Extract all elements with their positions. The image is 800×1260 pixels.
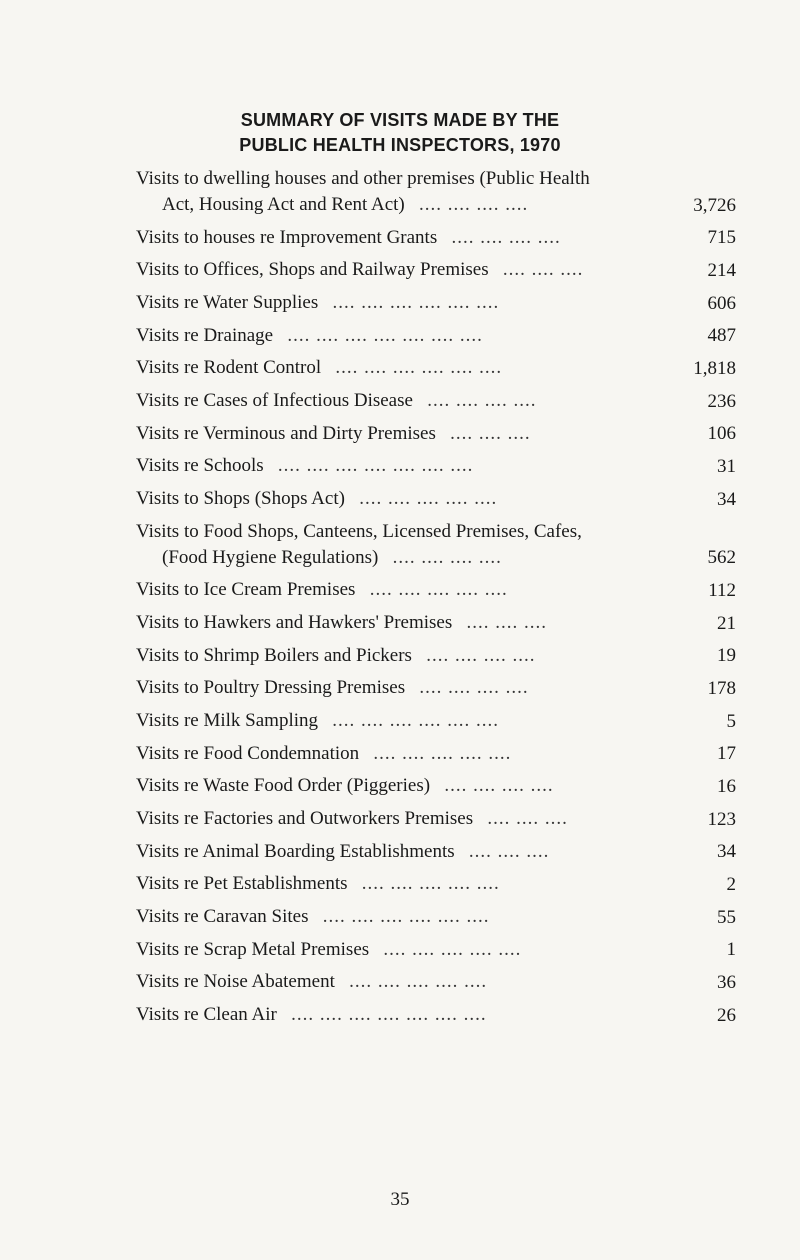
row-label-text: Visits re Milk Sampling [136,709,319,731]
row-label [136,675,736,701]
leader-dots: .... .... .... .... .... [361,873,500,895]
visit-count: 236 [707,390,736,412]
row-label-text: Visits to Poultry Dressing Premises [136,677,406,699]
visit-count: 26 [717,1004,736,1026]
row-label-text: Visits re Water Supplies [136,291,319,313]
row-label [136,453,736,479]
visit-count: 3,726 [693,194,736,216]
row-label-text: Visits re Factories and Outworkers Premises [136,808,474,829]
leader-dots: .... .... .... .... [451,226,561,248]
leader-dots: .... .... .... .... [427,389,537,411]
row-label [136,741,736,767]
visit-count: 562 [707,547,736,569]
visit-count: 34 [717,488,736,510]
visit-count: 606 [707,292,736,314]
row-label-text: (Food Hygiene Regulations) [162,546,379,568]
row-label-text: Visits re Schools [136,455,264,477]
table-row [136,166,736,225]
table-row [136,486,736,519]
row-label [136,839,736,865]
row-label-text: Visits re Rodent Control [136,357,322,379]
row-label [136,577,736,603]
visit-count: 715 [707,227,736,249]
table-row [136,741,736,774]
visit-count: 34 [717,841,736,863]
leader-dots: .... .... .... .... [444,775,554,797]
leader-dots: .... .... .... .... .... .... .... [291,1004,487,1026]
row-label-text: Visits re Caravan Sites [136,906,309,928]
visits-table [136,166,736,1035]
row-label: Visits to Food Shops, Canteens, Licensed Premises, Cafes, [136,520,582,542]
table-row [136,871,736,904]
row-label-text: Visits re Verminous and Dirty Premises [136,422,436,444]
row-label-text: Visits to Ice Cream Premises [136,579,356,601]
leader-dots: .... .... .... [502,259,584,281]
visit-count: 5 [726,710,736,732]
page-title-line-2: PUBLIC HEALTH INSPECTORS, 1970 [239,135,561,155]
row-label-text: Visits to Offices, Shops and Railway Premises [136,259,489,281]
row-label [136,643,736,669]
visit-count: 178 [707,677,736,699]
row-label [136,610,736,636]
leader-dots: .... .... .... .... .... [349,971,488,993]
visit-count: 16 [717,776,736,797]
row-label [136,355,736,381]
table-row [136,773,736,806]
table-row [136,708,736,741]
leader-dots: .... .... .... .... [419,677,529,699]
row-label-text: Visits re Drainage [136,324,274,346]
row-label-continuation [136,545,736,571]
row-label [136,290,736,316]
visit-count: 123 [707,808,736,830]
row-label [136,1002,736,1028]
table-row [136,969,736,1002]
page-title-line-1: SUMMARY OF VISITS MADE BY THE [240,110,560,130]
table-row [136,675,736,708]
table-row [136,839,736,872]
visit-count: 19 [717,645,736,667]
row-label-text: Act, Housing Act and Rent Act) [162,194,405,215]
leader-dots: .... .... .... [450,422,531,444]
row-label-continuation [136,192,736,218]
table-row [136,290,736,323]
row-label [136,871,736,897]
row-label: Visits to dwelling houses and other premises (Public Health [136,168,590,189]
table-row [136,355,736,388]
row-label [136,806,736,832]
row-label [136,225,736,251]
table-row [136,1002,736,1035]
visit-count: 106 [707,423,736,445]
row-label-text: Visits re Pet Establishments [136,873,348,895]
row-label-text: Visits to Shops (Shops Act) [136,488,345,509]
leader-dots: .... .... .... [466,611,548,633]
visit-count: 1 [726,939,736,961]
table-row [136,904,736,937]
table-row [136,937,736,970]
row-label-text: Visits re Noise Abatement [136,971,335,993]
row-label-text: Visits to houses re Improvement Grants [136,226,438,248]
visit-count: 1,818 [693,357,736,379]
leader-dots: .... .... .... .... [419,194,529,215]
leader-dots: .... .... .... .... .... .... [322,906,490,928]
leader-dots: .... .... .... .... .... [359,488,498,509]
row-label [136,257,736,283]
leader-dots: .... .... .... .... .... .... [335,357,503,379]
leader-dots: .... .... .... .... [426,644,536,666]
leader-dots: .... .... .... [468,840,550,862]
table-row [136,453,736,486]
table-row [136,519,736,578]
leader-dots: .... .... .... .... .... [369,579,508,601]
visit-count: 214 [707,259,736,281]
leader-dots: .... .... .... .... .... .... [332,291,500,313]
visit-count: 31 [717,456,736,477]
table-row [136,643,736,676]
leader-dots: .... .... .... .... .... .... .... [287,324,483,346]
row-label-text: Visits re Clean Air [136,1004,277,1026]
row-label [136,969,736,995]
row-label [136,904,736,930]
row-label [136,773,736,799]
row-label [136,388,736,414]
row-label-text: Visits re Scrap Metal Premises [136,938,370,960]
visit-count: 112 [708,579,736,601]
leader-dots: .... .... .... .... .... [383,938,522,960]
leader-dots: .... .... .... .... [392,546,502,568]
table-row [136,388,736,421]
table-row [136,610,736,643]
table-row [136,577,736,610]
row-label-text: Visits re Cases of Infectious Disease [136,389,413,411]
row-label-text: Visits re Food Condemnation [136,742,360,764]
visit-count: 487 [707,325,736,347]
visit-count: 55 [717,906,736,928]
row-label [136,937,736,963]
leader-dots: .... .... .... .... .... [373,742,512,764]
table-row [136,323,736,356]
table-row [136,225,736,258]
row-label [136,486,736,512]
row-label-text: Visits to Shrimp Boilers and Pickers [136,644,412,666]
row-label-text: Visits to Hawkers and Hawkers' Premises [136,611,453,633]
leader-dots: .... .... .... .... .... .... [332,709,500,731]
row-label-text: Visits re Animal Boarding Establishments [136,840,455,862]
leader-dots: .... .... .... .... .... .... .... [277,455,474,477]
visit-count: 2 [726,874,736,896]
leader-dots: .... .... .... [487,808,568,829]
row-label [136,421,736,447]
row-label [136,708,736,734]
table-row [136,421,736,454]
table-row [136,806,736,839]
table-row [136,257,736,290]
row-label-text: Visits re Waste Food Order (Piggeries) [136,775,431,797]
row-label [136,323,736,349]
page-number: 35 [390,1189,410,1210]
visit-count: 17 [717,743,736,765]
visit-count: 21 [717,612,736,634]
visit-count: 36 [717,972,736,994]
